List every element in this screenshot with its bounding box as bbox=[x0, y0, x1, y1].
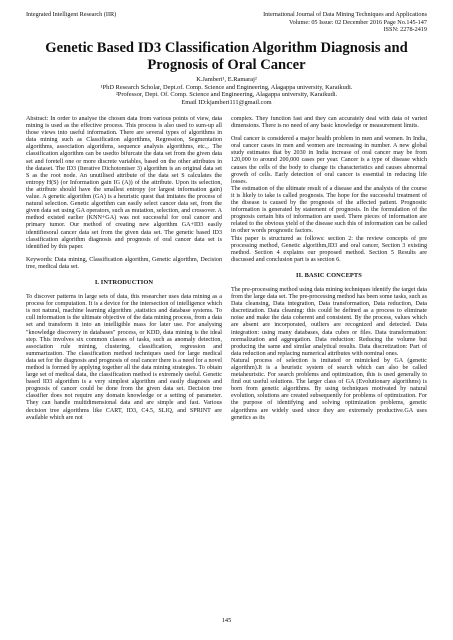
journal-publisher: Integrated Intelligent Research (IIR) bbox=[26, 11, 117, 18]
body-paragraph: The estimation of the ultimate result of a disease and the analysis of the course it is likely to take is called prognosis. The hope for the successful treatment of the disease is caused by the prognosis of the affected patient. Prognostic information is generated by statement of prognosis. In the formulation of the prognosis certain bits of information are used. There pieces of information are related to the obvious yield of the disease such this of information can be called in other words prognostic factors. bbox=[231, 185, 427, 235]
body-paragraph: This paper is structured as follows: section 2: the review concepts of pre processing method, Genetic algorithm,ID3 and oral cancer, Section 3 existing method. Section 4 explains our proposed method. Section 5 Results are discussed and conclusion part is as section 6. bbox=[231, 235, 427, 263]
author-block bbox=[20, 76, 433, 106]
right-column bbox=[231, 116, 427, 616]
journal-volume: Volume: 05 Issue: 02 December 2016 Page No.145-147 bbox=[288, 18, 427, 26]
body-paragraph: Oral cancer is considered a major health problem in men and women. In India, oral cancer cases in men and women are increasing in number. A new global study estimates that by 2030 in India increase of oral cancer may be from 120,000 to around 200,000 cases per year. Cancer is a type of disease which causes the cells of the body to change its characteristics and causes abnormal growth of cells. Early detection of oral cancer is essential in reducing life losses. bbox=[231, 136, 427, 185]
page-number: 145 bbox=[221, 617, 232, 624]
body-paragraph: The pre-processing method using data mining techniques identify the target data from the large data set. The pre-processing method has been some tasks, such as Data cleansing, Data integration, Data transformation, Data reduction, Data discretization. Data cleaning: this could be defined as a process to eliminate noise and make the data coherent and consistent. By the process, values which are absent are incorporated, outliers are recognized and detected. Data integration: using many databases, data cubes or files. Data transformation: normalization and aggregation. Data reduction: Reducing the volume but producing the same and similar analytical results. Data discretization: Part of data reduction and replacing numerical attributes with nominal ones. bbox=[231, 286, 427, 357]
paper-title: Genetic Based ID3 Classification Algorithm Diagnosis and Prognosis of Oral Cancer bbox=[45, 40, 408, 73]
abstract: Abstract: In order to analyse the chosen data from various points of view, data mining is used as the effective process. This process is also used to sum-up all those views into useful information. There are several types of algorithms in data mining such as Classification algorithms, Regression, Segmentation algorithms, association algorithms, sequence analysis algorithms, etc.,. The classification algorithm can be usedto bifurcate the data set from the given data set and foretell one or more discrete variables, based on the other attributes in the dataset. The ID3 (Iterative Dichotomiser 3) algorithm is an original data set S as the root node. An unutilised attribute of the data set S calculates the entropy H(S) (or Information gain IG (A)) of the attribute. Upon its selection, the attribute should have the smallest entropy (or largest information gain) value. A genetic algorithm (GA) is a heuristic quest that imitates the process of natural selection. Genetic algorithm can easily select cancer data set, from the given data set using GA operators, such as mutation, selection, and crossover. A method existed earlier (KNN+GA) was not successful for oral cancer and primary tumor. Our method of creating new algorithm GA+ID3 easily identifiesoral cancer data set from the given data set. The genetic based ID3 classification algorithm diagnosis and prognosis of oral cancer data set is identified by this paper. bbox=[26, 116, 222, 250]
author-affiliation-1: ¹PhD Research Scholar, Dept.of. Comp. Science and Engineering, Alagappa university, Karaikudi. bbox=[100, 83, 353, 91]
author-names: K.Jamberi¹, E.Ramaraj² bbox=[196, 76, 257, 83]
section-heading-basic-concepts: II. BASIC CONCEPTS bbox=[296, 271, 362, 279]
journal-name: International Journal of Data Mining Techniques and Applications bbox=[263, 11, 427, 18]
introduction-paragraph: To discover patterns in large sets of data, this researcher uses data mining as a process for computation. It is a device for the intersection of intelligence which is not natural, machine learning algorithm ,statistics and database systems. To cull information is the ultimate objective of the data mining process, from a data set and transform it into an intelligible mass for later use. For analysing "knowledge discovery in databases" process, or KDD, data mining is the ideal step. This involves six common classes of tasks, such as anomaly detection, association rule mining, clustering, classification, regression and summarization. The classification method techniques used for large medical data set for the diagnosis and prognosis of oral cancer there is a need for a novel method is formed by applying together all the data mining strategies. To obtain large set of medical data, the classification method is extremely useful. Genetic based ID3 algorithm is a very simplest algorithm and easily diagnosis and prognosis of cancer could be done from the given data set. Decision tree classifier does not require any domain knowledge or a setting of parameter. They can handle multidimensional data and are simple and fast. Various decision tree algorithms like CART, ID3, C4.5, SLIQ, and SPRINT are available which are not bbox=[26, 294, 222, 421]
author-email: Email ID:kjamberi111@gmail.com bbox=[181, 98, 272, 106]
body-paragraph: complex. They function fast and they can accurately deal with data of varied dimensions. There is no need of any basic knowledge or measurement limits. bbox=[231, 116, 427, 130]
journal-issn: ISSN: 2278-2419 bbox=[383, 26, 427, 34]
author-affiliation-2: ²Professor, Dept. Of. Comp. Science and Engineering, Alagappa university, Karaikudi. bbox=[115, 91, 338, 99]
journal-info bbox=[197, 11, 427, 34]
section-heading-introduction: I. INTRODUCTION bbox=[94, 278, 154, 286]
left-column bbox=[26, 116, 222, 616]
keywords: Keywords: Data mining, Classification algorithm, Genetic algorithm, Decision tree, medical data set. bbox=[26, 256, 222, 270]
body-paragraph: Natural process of selection is imitated or mimicked by GA (genetic algorithm).It is a heuristic system of search which can also be called metaheuristic. For search problems and optimization, this is used generally to find out useful solutions. The larger class of GA (Evolutionary algorithms) is born from genetic algorithms. By using techniques motivated by natural evolution, solutions are created subsequently for problems of optimization. For the purpose of identifying and solving optimization problems, genetic algorithms are widely used since they are extremely productive.GA uses genetics as its bbox=[231, 357, 427, 421]
